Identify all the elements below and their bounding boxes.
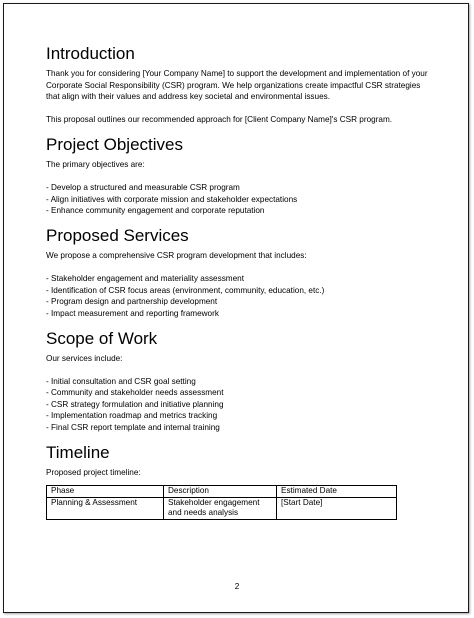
table-cell: Stakeholder engagement and needs analysis bbox=[164, 497, 277, 519]
section-heading-timeline: Timeline bbox=[46, 442, 110, 462]
section-heading-services: Proposed Services bbox=[46, 225, 189, 245]
list-item: - Initial consultation and CSR goal setting bbox=[46, 376, 436, 388]
table-header-row bbox=[47, 486, 397, 498]
services-list bbox=[46, 273, 436, 319]
table-cell: Planning & Assessment bbox=[47, 497, 164, 519]
list-item: - Align initiatives with corporate mission and stakeholder expectations bbox=[46, 194, 436, 206]
list-item: - CSR strategy formulation and initiative planning bbox=[46, 399, 436, 411]
objectives-list bbox=[46, 182, 436, 217]
column-header-phase: Phase bbox=[47, 486, 164, 498]
intro-paragraph-1: Thank you for considering [Your Company Name] to support the development and implementation of your Corporate Social Responsibility (CSR) program. We help organizations create impactful CSR strategies that align with their values and address key societal and environmental issues. bbox=[46, 69, 428, 102]
services-intro: We propose a comprehensive CSR program development that includes: bbox=[46, 250, 307, 260]
scope-intro: Our services include: bbox=[46, 353, 123, 363]
list-item: - Implementation roadmap and metrics tracking bbox=[46, 410, 436, 422]
list-item: - Final CSR report template and internal training bbox=[46, 422, 436, 434]
list-item: - Impact measurement and reporting framework bbox=[46, 308, 436, 320]
list-item: - Identification of CSR focus areas (environment, community, education, etc.) bbox=[46, 285, 436, 297]
column-header-estimated-date: Estimated Date bbox=[277, 486, 397, 498]
scope-list bbox=[46, 376, 436, 434]
page-number: 2 bbox=[234, 582, 240, 591]
objectives-intro: The primary objectives are: bbox=[46, 159, 145, 169]
section-heading-introduction: Introduction bbox=[46, 44, 135, 63]
table-cell: [Start Date] bbox=[277, 497, 397, 519]
list-item: - Enhance community engagement and corporate reputation bbox=[46, 205, 436, 217]
document-content bbox=[46, 44, 436, 520]
column-header-description: Description bbox=[164, 486, 277, 498]
intro-paragraph-2: This proposal outlines our recommended approach for [Client Company Name]'s CSR program. bbox=[46, 115, 393, 125]
list-item: - Program design and partnership development bbox=[46, 296, 436, 308]
table-row bbox=[47, 497, 397, 519]
timeline-table bbox=[46, 485, 397, 520]
list-item: - Community and stakeholder needs assessment bbox=[46, 387, 436, 399]
list-item: - Develop a structured and measurable CSR program bbox=[46, 182, 436, 194]
list-item: - Stakeholder engagement and materiality assessment bbox=[46, 273, 436, 285]
section-heading-objectives: Project Objectives bbox=[46, 134, 183, 154]
section-heading-scope: Scope of Work bbox=[46, 328, 158, 348]
timeline-intro: Proposed project timeline: bbox=[46, 467, 141, 477]
